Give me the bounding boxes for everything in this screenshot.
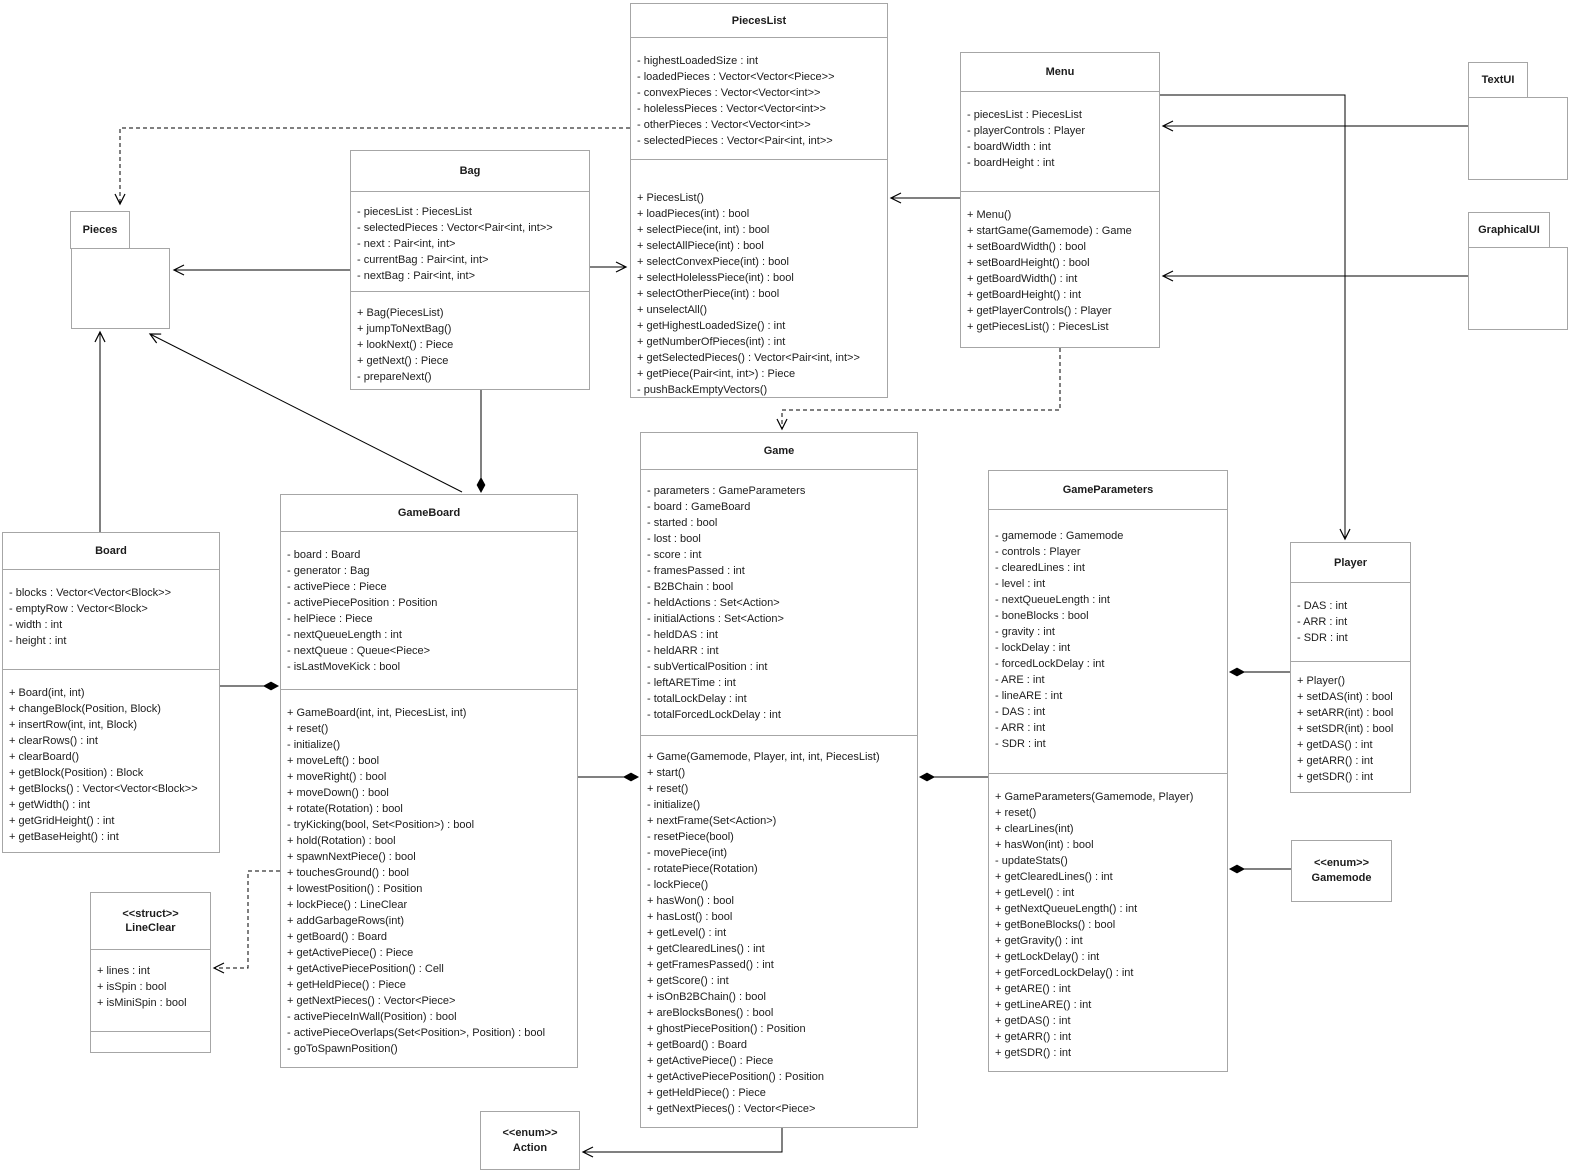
class-gameboard-attributes	[281, 532, 577, 690]
uml-member: + reset()	[647, 783, 689, 795]
uml-member: + getDAS() : int	[1297, 739, 1373, 751]
uml-member: + getActivePiecePosition() : Cell	[287, 963, 444, 975]
uml-member: + startGame(Gamemode) : Game	[967, 225, 1132, 237]
class-menu-attributes	[961, 92, 1159, 192]
class-player	[1290, 542, 1411, 793]
uml-member: - nextQueue : Queue<Piece>	[287, 645, 431, 657]
class-pieceslist-attributes	[631, 38, 887, 160]
package-pieces-tab	[70, 211, 130, 249]
uml-member: - generator : Bag	[287, 565, 370, 577]
uml-member: + setBoardWidth() : bool	[967, 241, 1086, 253]
class-gameparameters	[988, 470, 1228, 1072]
uml-member: - activePieceOverlaps(Set<Position>, Position) : bool	[287, 1027, 546, 1039]
uml-member: + getClearedLines() : int	[995, 871, 1113, 883]
class-pieceslist-methods	[631, 160, 887, 397]
uml-member: + selectAllPiece(int) : bool	[637, 240, 764, 252]
uml-member: + getPiece(Pair<int, int>) : Piece	[637, 368, 796, 380]
uml-member: - selectedPieces : Vector<Pair<int, int>>	[637, 135, 833, 147]
struct-lineclear-methods	[91, 1032, 210, 1052]
uml-member: + getActivePiece() : Piece	[287, 947, 414, 959]
uml-member: + changeBlock(Position, Block)	[9, 703, 161, 715]
uml-member: + insertRow(int, int, Block)	[9, 719, 138, 731]
class-player-title: Player	[1291, 543, 1410, 583]
uml-member: + getNumberOfPieces(int) : int	[637, 336, 786, 348]
uml-member: + hasWon(int) : bool	[995, 839, 1094, 851]
uml-member: - prepareNext()	[357, 371, 432, 383]
uml-member: - initialize()	[647, 799, 701, 811]
uml-member: + getSDR() : int	[1297, 771, 1374, 783]
uml-member: + Board(int, int)	[9, 687, 85, 699]
uml-member: + moveLeft() : bool	[287, 755, 380, 767]
uml-member: - next : Pair<int, int>	[357, 238, 456, 250]
uml-member: - totalForcedLockDelay : int	[647, 709, 781, 721]
uml-member: + PiecesList()	[637, 192, 704, 204]
uml-member: + hasWon() : bool	[647, 895, 734, 907]
uml-member: - nextBag : Pair<int, int>	[357, 270, 476, 282]
uml-member: - nextQueueLength : int	[287, 629, 402, 641]
uml-member: + getGravity() : int	[995, 935, 1083, 947]
uml-member: - board : GameBoard	[647, 501, 751, 513]
uml-member: + lockPiece() : LineClear	[287, 899, 408, 911]
uml-member: - SDR : int	[995, 738, 1046, 750]
uml-member: + reset()	[287, 723, 329, 735]
uml-member: + selectHolelessPiece(int) : bool	[637, 272, 794, 284]
uml-member: - playerControls : Player	[967, 125, 1085, 137]
enum-action-name: Action	[512, 1141, 548, 1154]
class-menu-methods	[961, 192, 1159, 347]
uml-member: - lineARE : int	[995, 690, 1063, 702]
enum-gamemode-name: Gamemode	[1311, 872, 1372, 884]
uml-member: + getNextPieces() : Vector<Piece>	[287, 995, 456, 1007]
uml-member: - resetPiece(bool)	[647, 831, 734, 843]
uml-member: - lockPiece()	[647, 879, 709, 891]
uml-member: - forcedLockDelay : int	[995, 658, 1105, 670]
uml-member: + isOnB2BChain() : bool	[647, 991, 766, 1003]
dependency-gameboard-to-lineclear	[214, 871, 280, 968]
class-menu	[960, 52, 1160, 348]
uml-member: - board : Board	[287, 549, 361, 561]
uml-member: + getPiecesList() : PiecesList	[967, 321, 1109, 333]
uml-member: - gravity : int	[995, 626, 1055, 638]
uml-member: - ARR : int	[1297, 616, 1348, 628]
association-game-to-action	[583, 1128, 782, 1152]
class-bag-title: Bag	[351, 151, 589, 192]
uml-member: + getHeldPiece() : Piece	[647, 1087, 766, 1099]
uml-member: - boneBlocks : bool	[995, 610, 1089, 622]
uml-member: + areBlocksBones() : bool	[647, 1007, 774, 1019]
uml-member: + selectOtherPiece(int) : bool	[637, 288, 780, 300]
uml-member: + getGridHeight() : int	[9, 815, 115, 827]
class-player-attributes	[1291, 583, 1410, 662]
uml-member: + getARR() : int	[1297, 755, 1374, 767]
uml-member: + getHeldPiece() : Piece	[287, 979, 406, 991]
class-board-attributes	[3, 570, 219, 670]
uml-member: + getWidth() : int	[9, 799, 91, 811]
uml-member: + getPlayerControls() : Player	[967, 305, 1112, 317]
uml-member: + getForcedLockDelay() : int	[995, 967, 1134, 979]
uml-member: + start()	[647, 767, 686, 779]
uml-member: + Menu()	[967, 209, 1012, 221]
class-player-methods	[1291, 662, 1410, 792]
class-gameparameters-methods	[989, 774, 1227, 1071]
uml-member: - activePiece : Piece	[287, 581, 387, 593]
package-textui-label: TextUI	[1481, 74, 1515, 86]
uml-member: - boardWidth : int	[967, 141, 1051, 153]
uml-member: + reset()	[995, 807, 1037, 819]
uml-member: + getBoardHeight() : int	[967, 289, 1082, 301]
class-board-methods	[3, 670, 219, 852]
uml-member: - movePiece(int)	[647, 847, 728, 859]
uml-member: - goToSpawnPosition()	[287, 1043, 398, 1055]
uml-member: - activePiecePosition : Position	[287, 597, 438, 609]
uml-member: - leftARETime : int	[647, 677, 736, 689]
uml-member: - initialActions : Set<Action>	[647, 613, 784, 625]
uml-member: - loadedPieces : Vector<Vector<Piece>>	[637, 71, 835, 83]
uml-member: + lines : int	[97, 965, 150, 977]
uml-member: + Game(Gamemode, Player, int, int, PiecesList)	[647, 751, 880, 763]
uml-member: - ARE : int	[995, 674, 1045, 686]
uml-member: + getSelectedPieces() : Vector<Pair<int, int>>	[637, 352, 860, 364]
uml-member: - controls : Player	[995, 546, 1081, 558]
uml-member: - score : int	[647, 549, 702, 561]
class-game	[640, 432, 918, 1128]
uml-member: - width : int	[9, 619, 63, 631]
uml-member: - convexPieces : Vector<Vector<int>>	[637, 87, 821, 99]
package-textui-tab	[1468, 62, 1528, 98]
struct-lineclear-name: LineClear	[125, 922, 176, 934]
uml-member: + clearRows() : int	[9, 735, 98, 747]
uml-member: + unselectAll()	[637, 304, 708, 316]
class-bag	[350, 150, 590, 390]
uml-member: + getBoard() : Board	[647, 1039, 747, 1051]
uml-member: + setBoardHeight() : bool	[967, 257, 1090, 269]
uml-member: - otherPieces : Vector<Vector<int>>	[637, 119, 811, 131]
package-graphicalui-label: GraphicalUI	[1478, 224, 1540, 236]
class-pieceslist	[630, 3, 888, 398]
uml-member: - boardHeight : int	[967, 157, 1055, 169]
class-bag-attributes	[351, 192, 589, 292]
uml-member: + getScore() : int	[647, 975, 729, 987]
struct-lineclear-attributes	[91, 950, 210, 1032]
uml-member: - subVerticalPosition : int	[647, 661, 768, 673]
uml-member: - currentBag : Pair<int, int>	[357, 254, 489, 266]
uml-member: + Player()	[1297, 675, 1345, 687]
uml-member: - pushBackEmptyVectors()	[637, 384, 768, 396]
uml-member: - helPiece : Piece	[287, 613, 373, 625]
uml-member: - DAS : int	[1297, 600, 1348, 612]
package-textui-body	[1468, 97, 1568, 180]
uml-member: + GameBoard(int, int, PiecesList, int)	[287, 707, 467, 719]
uml-member: - activePieceInWall(Position) : bool	[287, 1011, 457, 1023]
uml-member: + loadPieces(int) : bool	[637, 208, 750, 220]
class-menu-title: Menu	[961, 53, 1159, 92]
uml-member: - clearedLines : int	[995, 562, 1085, 574]
uml-member: + selectPiece(int, int) : bool	[637, 224, 770, 236]
uml-member: + getNext() : Piece	[357, 355, 449, 367]
uml-member: + rotate(Rotation) : bool	[287, 803, 403, 815]
class-game-methods	[641, 736, 917, 1127]
package-pieces-body	[71, 248, 170, 329]
uml-member: + getActivePiecePosition() : Position	[647, 1071, 825, 1083]
uml-member: + hold(Rotation) : bool	[287, 835, 396, 847]
class-pieceslist-title: PiecesList	[631, 4, 887, 38]
uml-member: + getHighestLoadedSize() : int	[637, 320, 786, 332]
uml-member: - heldDAS : int	[647, 629, 718, 641]
enum-gamemode-stereotype: <<enum>>	[1313, 857, 1370, 869]
class-bag-methods	[351, 292, 589, 389]
struct-lineclear-stereotype: <<struct>>	[122, 908, 179, 920]
uml-member: + clearBoard()	[9, 751, 80, 763]
struct-lineclear	[90, 892, 211, 1053]
enum-action	[480, 1111, 580, 1170]
uml-member: + addGarbageRows(int)	[287, 915, 405, 927]
class-board	[2, 532, 220, 853]
uml-member: - framesPassed : int	[647, 565, 745, 577]
struct-lineclear-title	[91, 893, 210, 950]
uml-member: - piecesList : PiecesList	[357, 206, 472, 218]
uml-member: - selectedPieces : Vector<Pair<int, int>>	[357, 222, 553, 234]
uml-member: - level : int	[995, 578, 1046, 590]
uml-member: + moveRight() : bool	[287, 771, 387, 783]
uml-member: + getBlocks() : Vector<Vector<Block>>	[9, 783, 198, 795]
enum-gamemode	[1291, 840, 1392, 902]
uml-member: + isSpin : bool	[97, 981, 167, 993]
uml-member: - rotatePiece(Rotation)	[647, 863, 758, 875]
uml-member: + jumpToNextBag()	[357, 323, 452, 335]
uml-member: + getSDR() : int	[995, 1047, 1072, 1059]
uml-member: - totalLockDelay : int	[647, 693, 747, 705]
uml-member: + getNextPieces() : Vector<Piece>	[647, 1103, 816, 1115]
uml-member: + ghostPiecePosition() : Position	[647, 1023, 806, 1035]
uml-member: + selectConvexPiece(int) : bool	[637, 256, 789, 268]
uml-member: + getBoneBlocks() : bool	[995, 919, 1116, 931]
uml-member: + Bag(PiecesList)	[357, 307, 444, 319]
uml-member: + getDAS() : int	[995, 1015, 1071, 1027]
uml-member: + getClearedLines() : int	[647, 943, 765, 955]
uml-member: + getActivePiece() : Piece	[647, 1055, 774, 1067]
uml-member: - B2BChain : bool	[647, 581, 734, 593]
uml-member: - lockDelay : int	[995, 642, 1071, 654]
uml-member: + getNextQueueLength() : int	[995, 903, 1138, 915]
package-pieces-label: Pieces	[82, 224, 118, 236]
uml-member: + getBaseHeight() : int	[9, 831, 119, 843]
uml-member: - nextQueueLength : int	[995, 594, 1110, 606]
uml-member: + isMiniSpin : bool	[97, 997, 187, 1009]
uml-member: + getBlock(Position) : Block	[9, 767, 144, 779]
uml-member: + touchesGround() : bool	[287, 867, 409, 879]
uml-member: + GameParameters(Gamemode, Player)	[995, 791, 1194, 803]
uml-member: + getARE() : int	[995, 983, 1071, 995]
uml-member: - blocks : Vector<Vector<Block>>	[9, 587, 172, 599]
uml-member: - emptyRow : Vector<Block>	[9, 603, 148, 615]
class-gameparameters-title: GameParameters	[989, 471, 1227, 510]
uml-member: + getFramesPassed() : int	[647, 959, 774, 971]
uml-member: + getLevel() : int	[995, 887, 1075, 899]
uml-member: + lowestPosition() : Position	[287, 883, 423, 895]
uml-member: + hasLost() : bool	[647, 911, 733, 923]
uml-member: + getLockDelay() : int	[995, 951, 1100, 963]
uml-member: - holelessPieces : Vector<Vector<int>>	[637, 103, 826, 115]
class-gameboard-methods	[281, 690, 577, 1067]
uml-member: - lost : bool	[647, 533, 701, 545]
uml-member: + moveDown() : bool	[287, 787, 389, 799]
uml-member: - heldActions : Set<Action>	[647, 597, 780, 609]
class-gameboard	[280, 494, 578, 1068]
uml-member: - ARR : int	[995, 722, 1046, 734]
uml-member: + lookNext() : Piece	[357, 339, 454, 351]
class-board-title: Board	[3, 533, 219, 570]
class-game-attributes	[641, 470, 917, 736]
uml-member: + getBoardWidth() : int	[967, 273, 1078, 285]
package-graphicalui-body	[1468, 247, 1568, 330]
class-game-title: Game	[641, 433, 917, 470]
uml-member: - DAS : int	[995, 706, 1046, 718]
uml-member: + setSDR(int) : bool	[1297, 723, 1394, 735]
uml-member: + getBoard() : Board	[287, 931, 387, 943]
uml-member: + getLevel() : int	[647, 927, 727, 939]
uml-member: + setDAS(int) : bool	[1297, 691, 1393, 703]
uml-member: - parameters : GameParameters	[647, 485, 806, 497]
uml-member: - started : bool	[647, 517, 718, 529]
uml-member: + clearLines(int)	[995, 823, 1074, 835]
uml-member: - tryKicking(bool, Set<Position>) : bool	[287, 819, 475, 831]
uml-member: - height : int	[9, 635, 67, 647]
uml-member: - updateStats()	[995, 855, 1068, 867]
uml-member: - SDR : int	[1297, 632, 1348, 644]
uml-member: + setARR(int) : bool	[1297, 707, 1394, 719]
class-gameparameters-attributes	[989, 510, 1227, 774]
uml-member: - highestLoadedSize : int	[637, 55, 759, 67]
uml-member: - initialize()	[287, 739, 341, 751]
uml-member: + nextFrame(Set<Action>)	[647, 815, 777, 827]
enum-action-stereotype: <<enum>>	[502, 1126, 558, 1139]
uml-member: - isLastMoveKick : bool	[287, 661, 401, 673]
class-gameboard-title: GameBoard	[281, 495, 577, 532]
uml-member: + spawnNextPiece() : bool	[287, 851, 416, 863]
uml-member: - heldARR : int	[647, 645, 719, 657]
uml-member: + getARR() : int	[995, 1031, 1072, 1043]
uml-member: - gamemode : Gamemode	[995, 530, 1124, 542]
uml-member: - piecesList : PiecesList	[967, 109, 1082, 121]
uml-member: + getLineARE() : int	[995, 999, 1092, 1011]
package-graphicalui-tab	[1468, 212, 1550, 248]
